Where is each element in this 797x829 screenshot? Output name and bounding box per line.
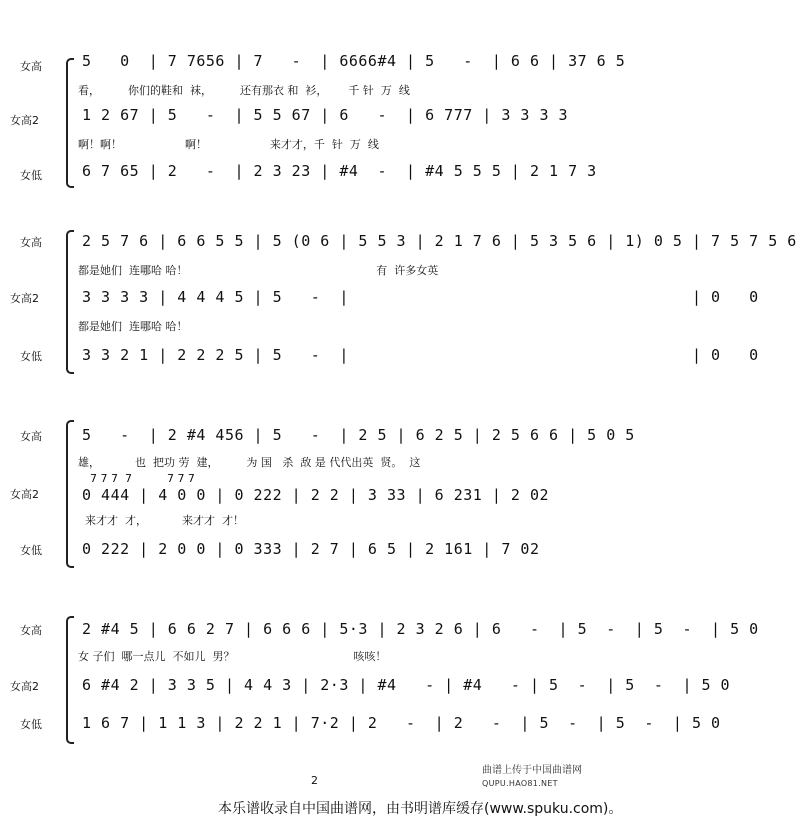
voice-label: 女高 bbox=[20, 236, 42, 249]
notes-line: 0 222 | 2 0 0 | 0 333 | 2 7 | 6 5 | 2 161 | 7 02 bbox=[82, 540, 540, 558]
notes-line: 6 7 65 | 2 - | 2 3 23 | #4 - | #4 5 5 5 | 2 1 7 3 bbox=[82, 162, 597, 180]
system-brace bbox=[66, 616, 74, 744]
voice-label: 女高 bbox=[20, 430, 42, 443]
notes-line: 1 2 67 | 5 - | 5 5 67 | 6 - | 6 777 | 3 3 3 3 bbox=[82, 106, 569, 124]
notes-line: 2 #4 5 | 6 6 2 7 | 6 6 6 | 5·3 | 2 3 2 6 | 6 - | 5 - | 5 - | 5 0 bbox=[82, 620, 759, 638]
system-brace bbox=[66, 230, 74, 374]
voice-label: 女高 bbox=[20, 624, 42, 637]
site-credit bbox=[482, 764, 582, 790]
credit-url: QUPU.HAO81.NET bbox=[482, 779, 558, 788]
lyric-line: 女 子们 哪一点儿 不如儿 男？ 咳咳！ bbox=[78, 650, 387, 663]
lyric-line: 都是她们 连哪哈 哈！ 有 许多女英 bbox=[78, 264, 439, 277]
notes-line: 0 444 | 4 0 0 | 0 222 | 2 2 | 3 33 | 6 231 | 2 02 bbox=[82, 486, 550, 504]
system-brace bbox=[66, 58, 74, 188]
footer-note: 本乐谱收录自中国曲谱网，由书明谱库缓存(www.spuku.com)。 bbox=[218, 801, 623, 817]
notes-line: 2 5 7 6 | 6 6 5 5 | 5 (0 6 | 5 5 3 | 2 1 7 6 | 5 3 5 6 | 1) 0 5 | 7 5 7 5 6 bbox=[82, 232, 797, 250]
voice-label: 女低 bbox=[20, 718, 42, 731]
system-brace bbox=[66, 420, 74, 568]
voice-label: 女高2 bbox=[10, 114, 39, 127]
lyric-line: 雄， 也 把功 劳 建， 为 国 杀 敌 是 代代出英 贤。 这 bbox=[78, 456, 421, 469]
voice-label: 女高2 bbox=[10, 292, 39, 305]
voice-label: 女低 bbox=[20, 169, 42, 182]
voice-label: 女低 bbox=[20, 350, 42, 363]
notes-line: 5 0 | 7 7656 | 7 - | 6666#4 | 5 - | 6 6 | 37 6 5 bbox=[82, 52, 626, 70]
notes-line: 3 3 2 1 | 2 2 2 5 | 5 - | | 0 0 bbox=[82, 346, 759, 364]
notes-line: 6 #4 2 | 3 3 5 | 4 4 3 | 2·3 | #4 - | #4 - | 5 - | 5 - | 5 0 bbox=[82, 676, 731, 694]
lyric-line: 都是她们 连哪哈 哈！ bbox=[78, 320, 188, 333]
upper-small-notes: 7 7 7 7 7 7 7 bbox=[90, 472, 195, 485]
voice-label: 女高2 bbox=[10, 488, 39, 501]
voice-label: 女低 bbox=[20, 544, 42, 557]
page-number: 2 bbox=[311, 774, 318, 787]
notes-line: 3 3 3 3 | 4 4 4 5 | 5 - | | 0 0 bbox=[82, 288, 759, 306]
notes-line: 5 - | 2 #4 456 | 5 - | 2 5 | 6 2 5 | 2 5 6 6 | 5 0 5 bbox=[82, 426, 635, 444]
notes-line: 1 6 7 | 1 1 3 | 2 2 1 | 7·2 | 2 - | 2 - | 5 - | 5 - | 5 0 bbox=[82, 714, 721, 732]
credit-line: 曲谱上传于中国曲谱网 bbox=[482, 765, 582, 776]
lyric-line: 啊！啊！ 啊！ 来才才，千 针 万 线 bbox=[78, 138, 379, 151]
voice-label: 女高2 bbox=[10, 680, 39, 693]
voice-label: 女高 bbox=[20, 60, 42, 73]
lyric-line: 来才才 才， 来才才 才！ bbox=[78, 514, 244, 527]
lyric-line: 看， 你们的鞋和 袜， 还有那衣 和 衫， 千 针 万 线 bbox=[78, 84, 410, 97]
